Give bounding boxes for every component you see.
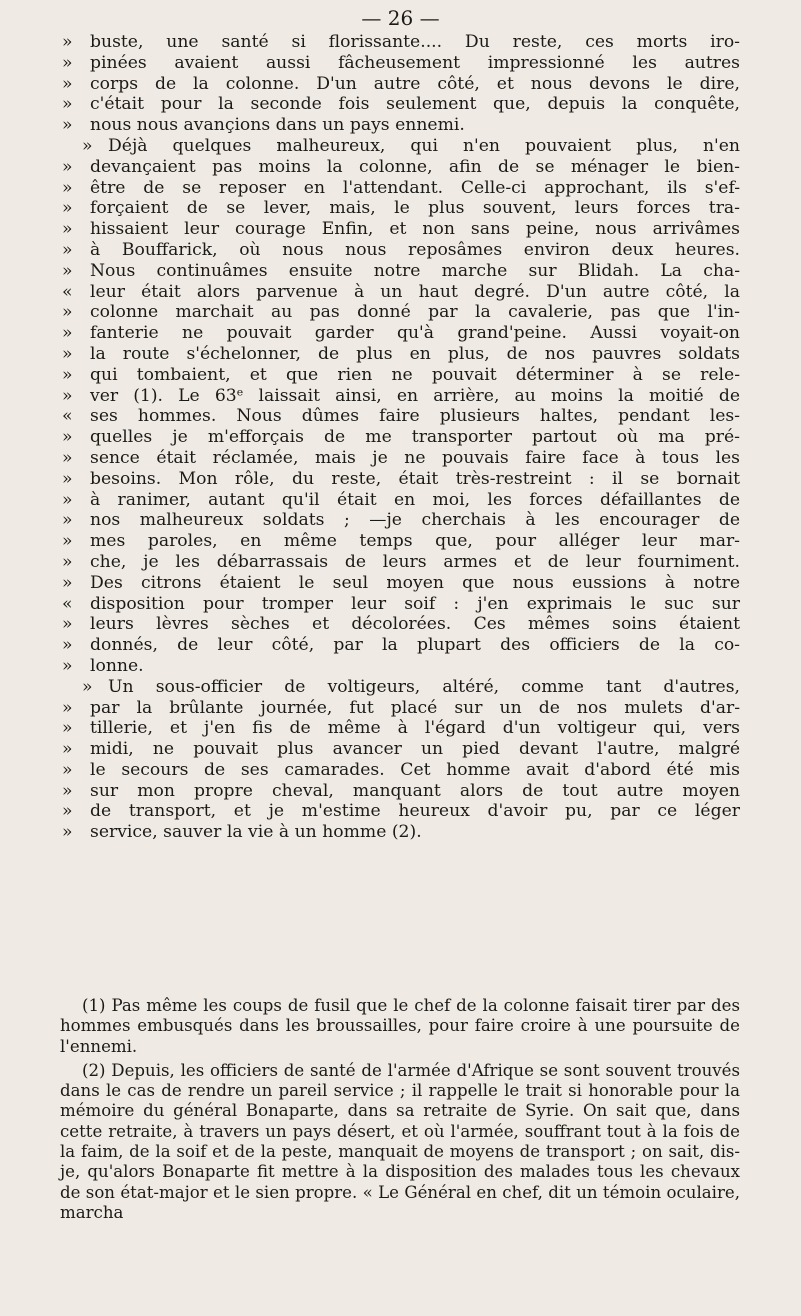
quote-mark: »	[62, 177, 73, 198]
text-line	[60, 698, 740, 719]
quote-mark: »	[62, 364, 73, 385]
text-line	[60, 677, 740, 698]
line-text: besoins. Mon rôle, du reste, était très-restreint : il se bornait	[90, 468, 740, 489]
text-line	[60, 427, 740, 448]
text-line	[60, 510, 740, 531]
quote-mark: »	[62, 635, 73, 656]
quote-mark: »	[62, 156, 73, 177]
quote-mark: »	[62, 780, 73, 801]
line-text: nos malheureux soldats ; —je cherchais à les encourager de	[90, 510, 740, 531]
line-text: hissaient leur courage Enfin, et non sans peine, nous arrivâmes	[90, 219, 740, 240]
quote-mark: »	[62, 260, 73, 281]
text-line	[60, 198, 740, 219]
quote-mark: «	[62, 281, 73, 302]
quote-mark: »	[62, 531, 73, 552]
quote-mark: »	[62, 572, 73, 593]
text-line	[60, 718, 740, 739]
line-text: Des citrons étaient le seul moyen que nous eussions à notre	[90, 572, 740, 593]
main-text	[60, 32, 740, 843]
quote-mark: »	[62, 489, 73, 510]
line-text: sence était réclamée, mais je ne pouvais faire face à tous les	[90, 447, 740, 468]
quote-mark: »	[62, 32, 73, 52]
text-line	[60, 448, 740, 469]
page-number: — 26 —	[361, 6, 440, 30]
line-text: le secours de ses camarades. Cet homme avait d'abord été mis	[90, 759, 740, 780]
quote-mark: »	[62, 759, 73, 780]
text-line	[60, 240, 740, 261]
quote-mark: »	[62, 385, 73, 406]
quote-mark: »	[62, 219, 73, 240]
text-line	[60, 469, 740, 490]
quote-mark: »	[62, 427, 73, 448]
text-line	[60, 282, 740, 303]
line-text: mes paroles, en même temps que, pour alléger leur mar-	[90, 531, 740, 552]
text-line	[60, 781, 740, 802]
text-line	[60, 552, 740, 573]
text-line	[60, 323, 740, 344]
text-line	[60, 531, 740, 552]
quote-mark: »	[62, 697, 73, 718]
quote-mark: »	[82, 676, 93, 697]
line-text: forçaient de se lever, mais, le plus souvent, leurs forces tra-	[90, 198, 740, 219]
quote-mark: «	[62, 406, 73, 427]
text-line	[60, 219, 740, 240]
line-text: che, je les débarrassais de leurs armes et de leur fourniment.	[90, 551, 740, 572]
line-text: Déjà quelques malheureux, qui n'en pouvaient plus, n'en	[108, 135, 740, 156]
quote-mark: »	[62, 94, 73, 115]
line-text: Nous continuâmes ensuite notre marche sur Blidah. La cha-	[90, 260, 740, 281]
footnote-2: (2) Depuis, les officiers de santé de l'armée d'Afrique se sont souvent trouvés dans le cas de rendre un pareil service ; il rappelle le trait si honorable pour la mémoire du général Bonaparte, dans sa retraite de Syrie. On sait que, dans cette retraite, à travers un pays désert, et où l'armée, souffrant tout à la fois de la faim, de la soif et de la peste, manquait de moyens de transport ; on sait, dis-je, qu'alors Bonaparte fit mettre à la disposition des malades tous les chevaux de son état-major et le sien propre. « Le Général en chef, dit un témoin oculaire, marcha	[60, 1060, 740, 1222]
text-line	[60, 614, 740, 635]
text-line	[60, 490, 740, 511]
line-text: buste, une santé si florissante.... Du reste, ces morts iro-	[90, 32, 740, 52]
quote-mark: »	[62, 115, 73, 136]
text-line	[60, 302, 740, 323]
text-line	[60, 94, 740, 115]
text-line	[60, 406, 740, 427]
text-line	[60, 386, 740, 407]
line-text: leurs lèvres sèches et décolorées. Ces mêmes soins étaient	[90, 614, 740, 635]
quote-mark: »	[62, 198, 73, 219]
quote-mark: »	[62, 718, 73, 739]
line-text: tillerie, et j'en fis de même à l'égard d'un voltigeur qui, vers	[90, 718, 740, 739]
line-text: par la brûlante journée, fut placé sur un de nos mulets d'ar-	[90, 697, 740, 718]
quote-mark: »	[62, 447, 73, 468]
line-text: fanterie ne pouvait garder qu'à grand'peine. Aussi voyait-on	[90, 323, 740, 344]
text-line	[60, 53, 740, 74]
line-text: c'était pour la seconde fois seulement que, depuis la conquête,	[90, 94, 740, 115]
text-line	[60, 365, 740, 386]
quote-mark: »	[62, 239, 73, 260]
quote-mark: »	[62, 801, 73, 822]
line-text: de transport, et je m'estime heureux d'avoir pu, par ce léger	[90, 801, 740, 822]
line-text: sur mon propre cheval, manquant alors de tout autre moyen	[90, 780, 740, 801]
line-text: quelles je m'efforçais de me transporter partout où ma pré-	[90, 427, 740, 448]
quote-mark: «	[62, 593, 73, 614]
line-text: lonne.	[90, 655, 144, 676]
line-text: nous nous avançions dans un pays ennemi.	[90, 115, 465, 136]
line-text: devançaient pas moins la colonne, afin de se ménager le bien-	[90, 156, 740, 177]
line-text: à Bouffarick, où nous nous reposâmes environ deux heures.	[90, 239, 740, 260]
line-text: leur était alors parvenue à un haut degré. D'un autre côté, la	[90, 281, 740, 302]
quote-mark: »	[62, 343, 73, 364]
line-text: donnés, de leur côté, par la plupart des officiers de la co-	[90, 635, 740, 656]
text-line	[60, 136, 740, 157]
line-text: Un sous-officier de voltigeurs, altéré, comme tant d'autres,	[108, 676, 740, 697]
text-line	[60, 157, 740, 178]
text-line	[60, 594, 740, 615]
text-line	[60, 573, 740, 594]
quote-mark: »	[62, 323, 73, 344]
text-line	[60, 178, 740, 199]
text-line	[60, 261, 740, 282]
quote-mark: »	[82, 135, 93, 156]
line-text: à ranimer, autant qu'il était en moi, les forces défaillantes de	[90, 489, 740, 510]
line-text: être de se reposer en l'attendant. Celle-ci approchant, ils s'ef-	[90, 177, 740, 198]
quote-mark: »	[62, 73, 73, 94]
text-line	[60, 115, 740, 136]
quote-mark: »	[62, 468, 73, 489]
footnote-1: (1) Pas même les coups de fusil que le chef de la colonne faisait tirer par des hommes embusqués dans les broussailles, pour faire croire à une poursuite de l'ennemi.	[60, 996, 740, 1056]
quote-mark: »	[62, 655, 73, 676]
text-line	[60, 822, 740, 843]
text-line	[60, 656, 740, 677]
line-text: service, sauver la vie à un homme (2).	[90, 822, 422, 843]
line-text: pinées avaient aussi fâcheusement impressionné les autres	[90, 52, 740, 73]
quote-mark: »	[62, 302, 73, 323]
line-text: la route s'échelonner, de plus en plus, de nos pauvres soldats	[90, 343, 740, 364]
footnotes	[60, 996, 740, 1223]
quote-mark: »	[62, 551, 73, 572]
text-line	[60, 74, 740, 95]
line-text: ver (1). Le 63ᵉ laissait ainsi, en arrière, au moins la moitié de	[90, 385, 740, 406]
line-text: disposition pour tromper leur soif : j'en exprimais le suc sur	[90, 593, 740, 614]
quote-mark: »	[62, 739, 73, 760]
text-line	[60, 32, 740, 53]
line-text: corps de la colonne. D'un autre côté, et nous devons le dire,	[90, 73, 740, 94]
line-text: ses hommes. Nous dûmes faire plusieurs haltes, pendant les-	[90, 406, 740, 427]
quote-mark: »	[62, 822, 73, 843]
text-line	[60, 760, 740, 781]
line-text: colonne marchait au pas donné par la cavalerie, pas que l'in-	[90, 302, 740, 323]
text-line	[60, 635, 740, 656]
text-line	[60, 739, 740, 760]
quote-mark: »	[62, 614, 73, 635]
text-line	[60, 344, 740, 365]
line-text: qui tombaient, et que rien ne pouvait déterminer à se rele-	[90, 364, 740, 385]
quote-mark: »	[62, 52, 73, 73]
line-text: midi, ne pouvait plus avancer un pied devant l'autre, malgré	[90, 739, 740, 760]
quote-mark: »	[62, 510, 73, 531]
text-line	[60, 801, 740, 822]
